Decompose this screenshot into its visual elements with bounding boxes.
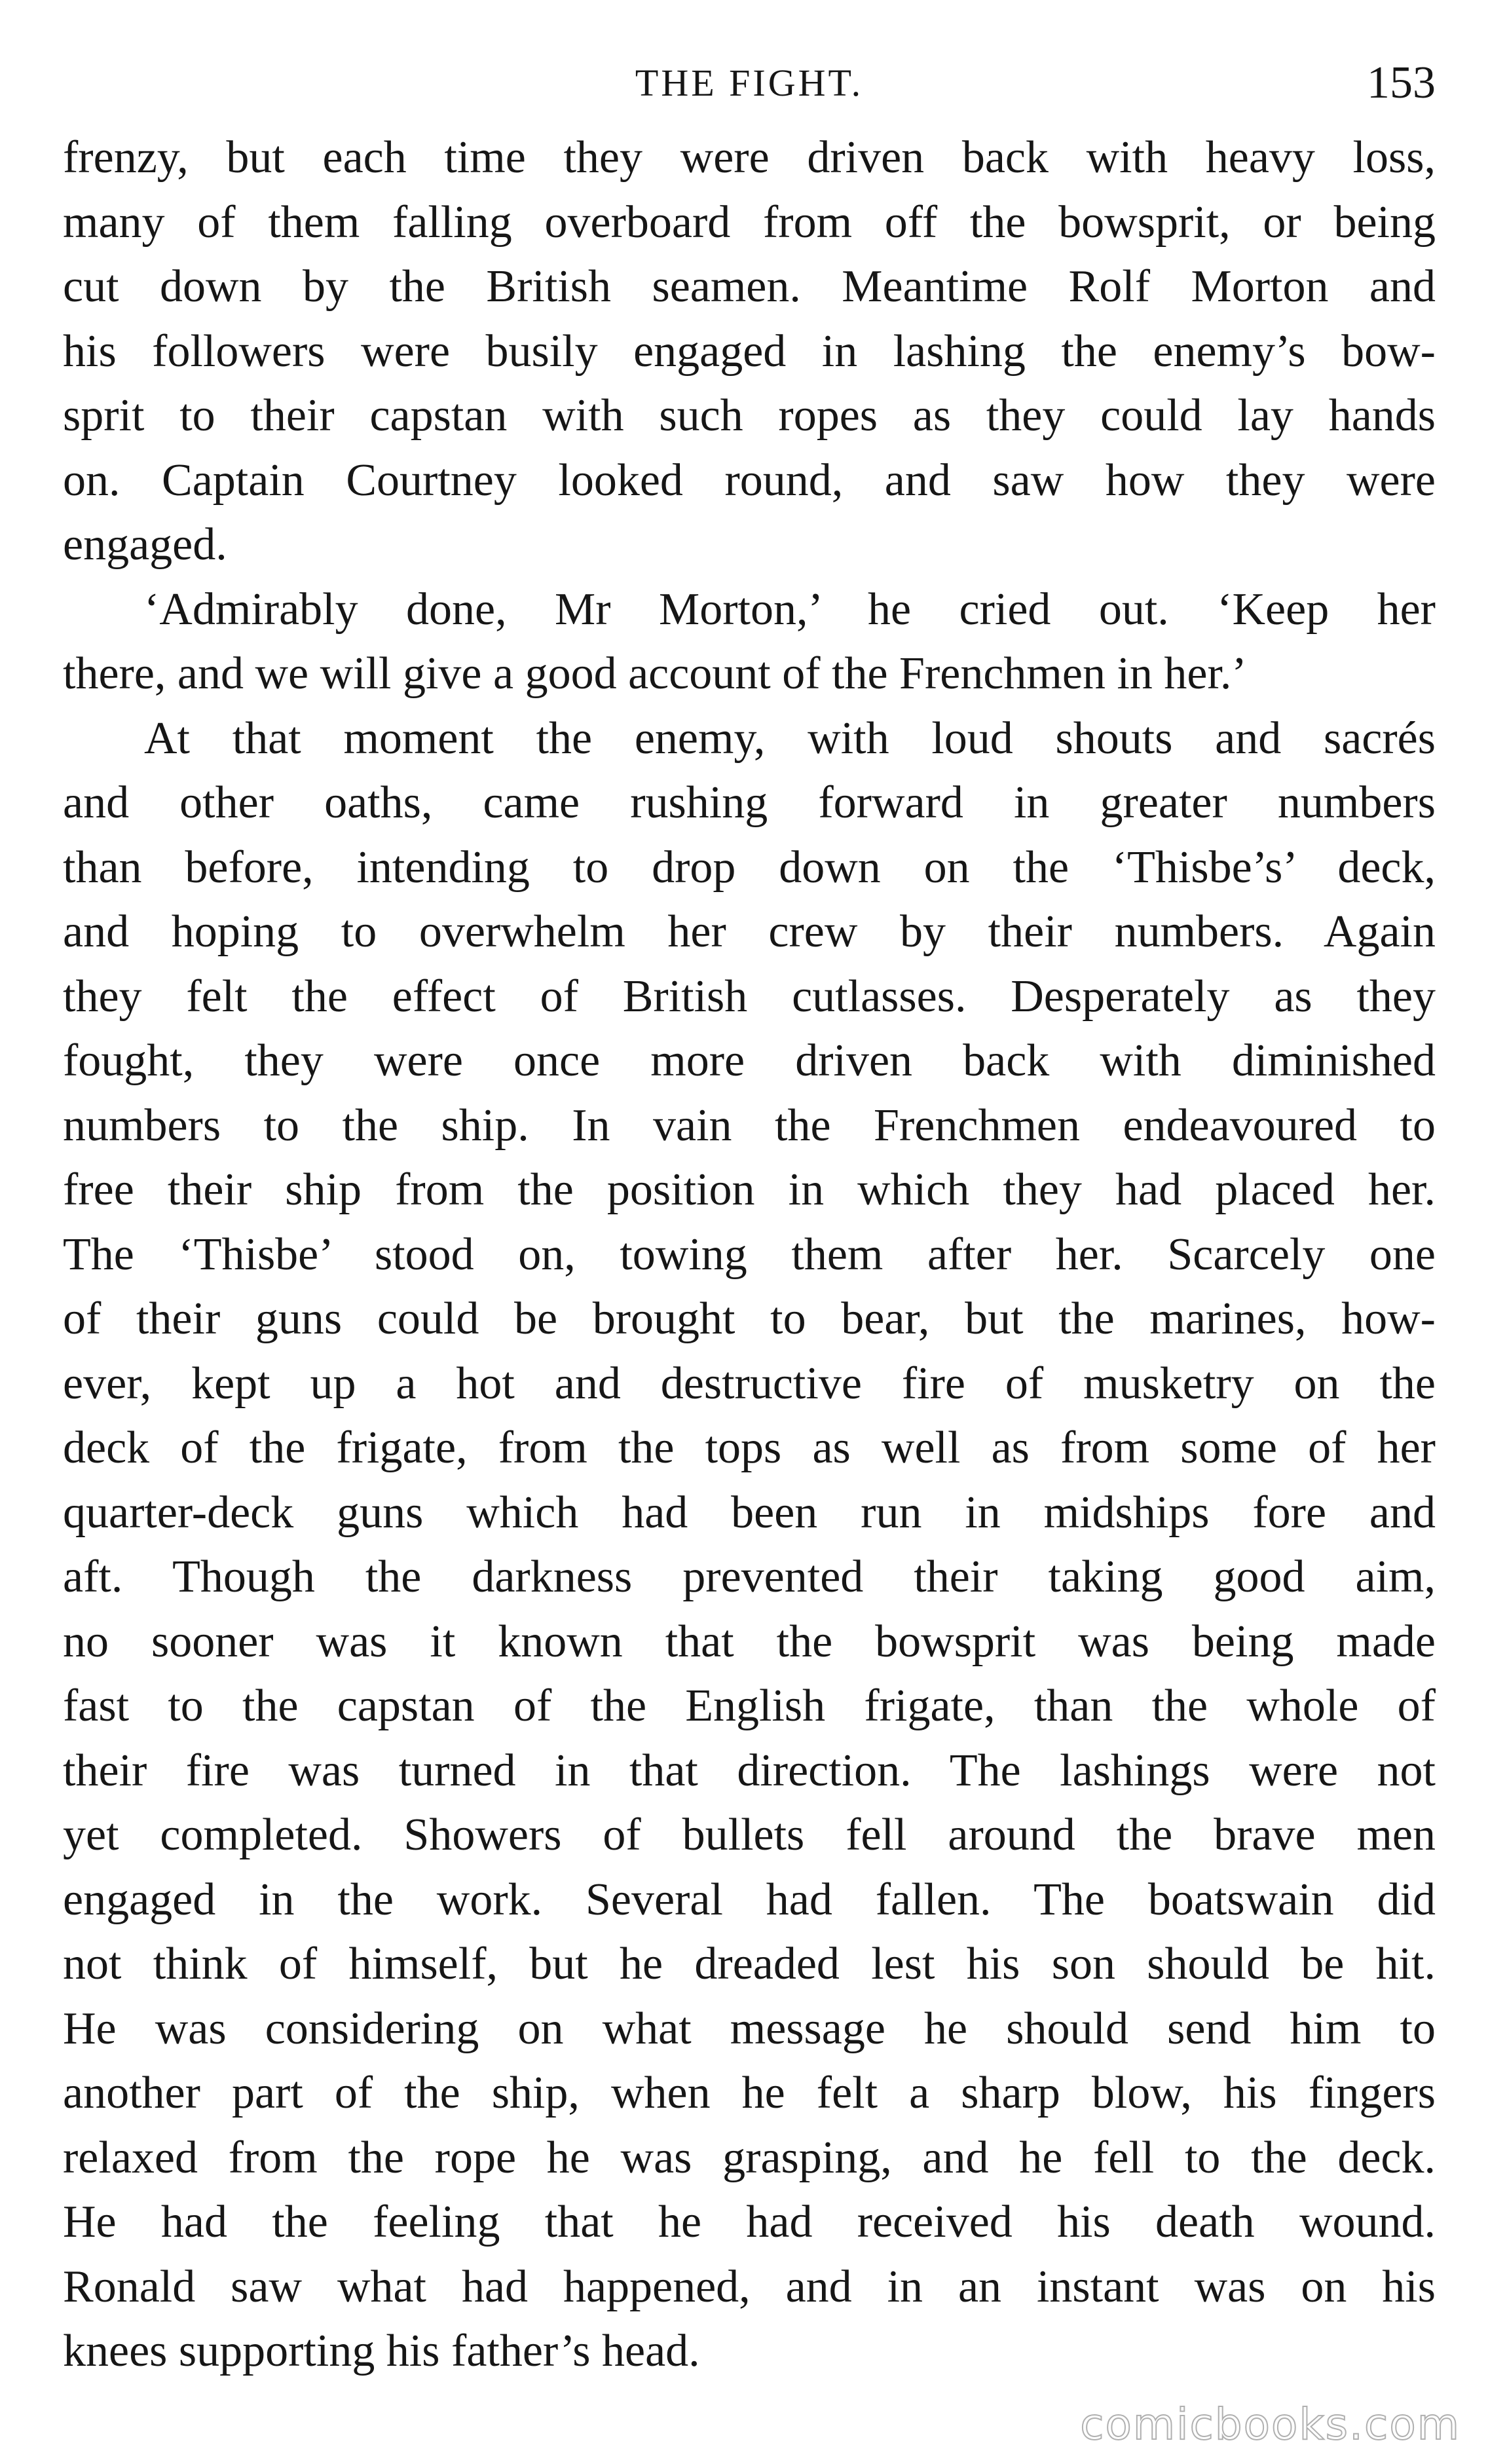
watermark: comicbooks.com — [1080, 2399, 1460, 2450]
text-line: no sooner was it known that the bowsprit was being made — [63, 1616, 1436, 1667]
text-line: ‘Admirably done, Mr Morton,’ he cried out. ‘Keep her — [144, 584, 1436, 635]
text-line: knees supporting his father’s head. — [63, 2326, 700, 2376]
text-line: fast to the capstan of the English frigate, than the whole of — [63, 1681, 1436, 1731]
text-line: numbers to the ship. In vain the Frenchmen endeavoured to — [63, 1100, 1436, 1151]
text-line: on. Captain Courtney looked round, and saw how they were — [63, 455, 1436, 506]
text-line: free their ship from the position in which they had placed her. — [63, 1165, 1436, 1215]
text-line: sprit to their capstan with such ropes as they could lay hands — [63, 390, 1436, 441]
text-line: fought, they were once more driven back with diminished — [63, 1036, 1436, 1086]
text-line: his followers were busily engaged in lashing the enemy’s bow- — [63, 326, 1436, 377]
text-line: At that moment the enemy, with loud shouts and sacrés — [144, 713, 1436, 764]
page-header — [63, 47, 1436, 119]
text-line: their fire was turned in that direction. The lashings were not — [63, 1745, 1436, 1796]
text-line: The ‘Thisbe’ stood on, towing them after her. Scarcely one — [63, 1229, 1436, 1280]
text-line: deck of the frigate, from the tops as well as from some of her — [63, 1423, 1436, 1473]
page-number: 153 — [1367, 58, 1436, 108]
text-line: ever, kept up a hot and destructive fire of musketry on the — [63, 1358, 1436, 1409]
text-line: there, and we will give a good account of the Frenchmen in her.’ — [63, 648, 1247, 699]
text-line: and other oaths, came rushing forward in greater numbers — [63, 777, 1436, 828]
text-line: than before, intending to drop down on the ‘Thisbe’s’ deck, — [63, 842, 1436, 893]
text-line: He was considering on what message he should send him to — [63, 2003, 1436, 2054]
text-line: another part of the ship, when he felt a sharp blow, his fingers — [63, 2068, 1436, 2118]
text-line: engaged in the work. Several had fallen. The boatswain did — [63, 1874, 1436, 1925]
body-text — [63, 126, 1436, 2384]
text-line: engaged. — [63, 519, 227, 570]
text-line: cut down by the British seamen. Meantime Rolf Morton and — [63, 261, 1436, 312]
text-line: aft. Though the darkness prevented their taking good aim, — [63, 1552, 1436, 1602]
text-line: frenzy, but each time they were driven back with heavy loss, — [63, 132, 1436, 183]
text-line: they felt the effect of British cutlasses. Desperately as they — [63, 971, 1436, 1022]
text-line: relaxed from the rope he was grasping, and he fell to the deck. — [63, 2132, 1436, 2183]
text-line: many of them falling overboard from off the bowsprit, or being — [63, 196, 1436, 248]
text-line: quarter-deck guns which had been run in midships fore and — [63, 1487, 1436, 1538]
text-line: yet completed. Showers of bullets fell around the brave men — [63, 1810, 1436, 1860]
text-line: not think of himself, but he dreaded lest his son should be hit. — [63, 1939, 1436, 1989]
text-line: He had the feeling that he had received his death wound. — [63, 2197, 1436, 2247]
running-head: THE FIGHT. — [635, 62, 864, 104]
text-line: Ronald saw what had happened, and in an instant was on his — [63, 2261, 1436, 2312]
text-line: and hoping to overwhelm her crew by their numbers. Again — [63, 906, 1436, 957]
text-line: of their guns could be brought to bear, but the marines, how- — [63, 1294, 1436, 1344]
